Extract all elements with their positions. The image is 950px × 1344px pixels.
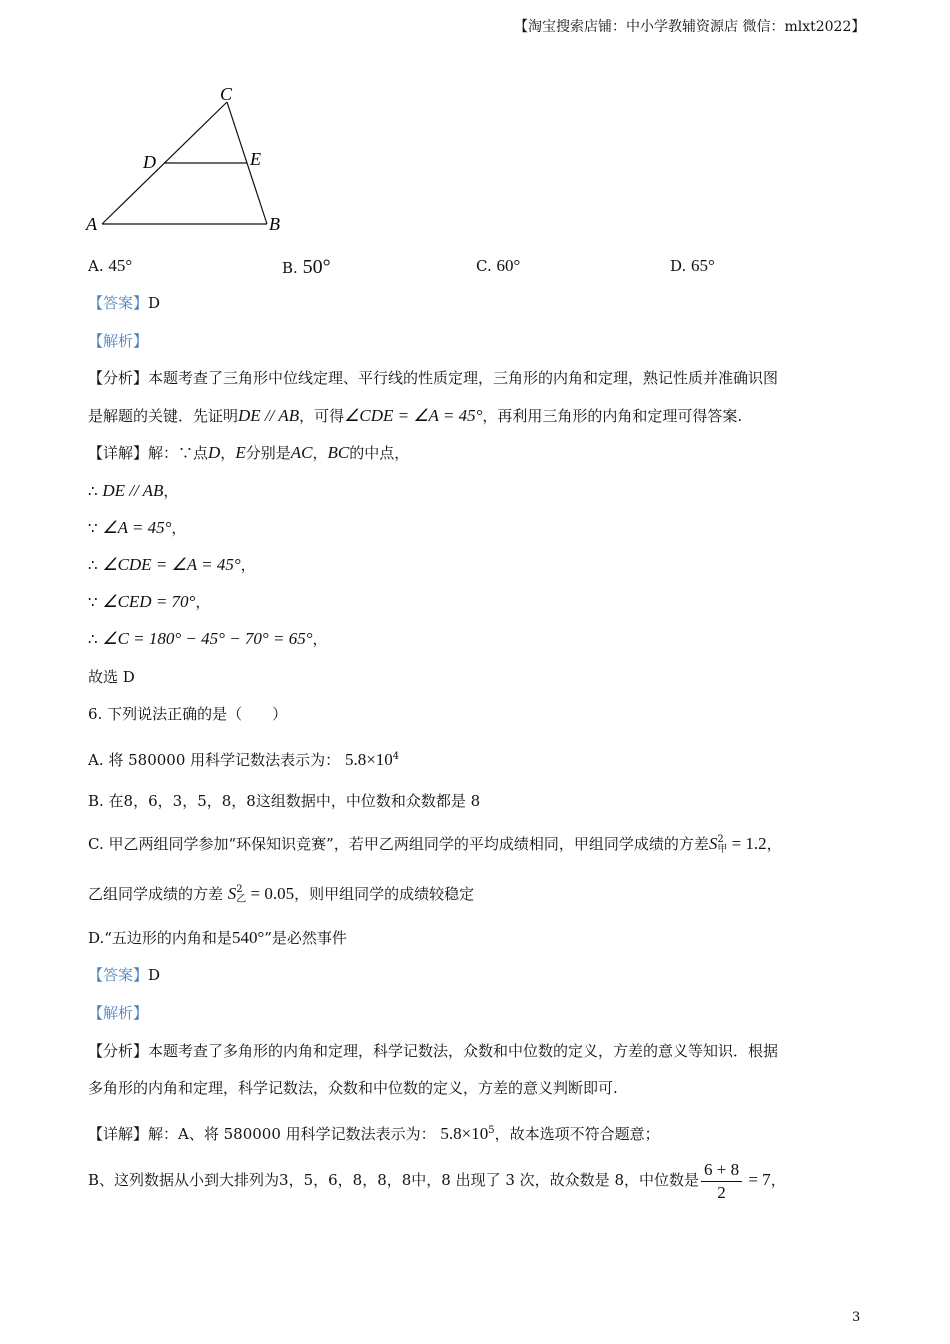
page-header: 【淘宝搜索店铺：中小学教辅资源店 微信：mlxt2022】	[514, 19, 866, 35]
label-b: B	[269, 214, 280, 234]
q6-detail-b: B、这列数据从小到大排列为3，5，6，8，8，8中，8 出现了 3 次，故众数是 8，中位数是 $\frac{6 + 8}{2}$ = 7，	[88, 1159, 786, 1202]
option-c: C. 60°	[476, 256, 521, 275]
q6-stem: 6. 下列说法正确的是（ ）	[88, 705, 288, 723]
q6-analysis-line1: 【分析】本题考查了多角形的内角和定理，科学记数法，众数和中位数的定义，方差的意义等知识．根据	[88, 1042, 779, 1060]
q6-option-d: D.“五边形的内角和是540°”是必然事件	[88, 928, 347, 947]
q6-option-b: B. 在8，6，3，5，8，8这组数据中，中位数和众数都是 8	[88, 792, 481, 810]
q5-step-5: ∴ ∠C = 180° − 45° − 70° = 65°，	[88, 629, 328, 648]
option-a: A. 45°	[88, 256, 133, 275]
q5-step-4: ∵ ∠CED = 70°，	[88, 592, 211, 611]
q5-step-1: ∴ DE // AB，	[88, 481, 179, 500]
option-b: B. 50°	[282, 256, 331, 278]
label-c: C	[220, 84, 233, 104]
triangle-figure	[80, 80, 290, 240]
q6-jiexi-tag: 【解析】	[88, 1004, 149, 1022]
q6-answer: 【答案】D	[88, 966, 161, 984]
q6-option-c-line2: 乙组同学成绩的方差 S 2 乙 = 0.05，则甲组同学的成绩较稳定	[88, 884, 475, 905]
q6-option-c-line1: C. 甲乙两组同学参加“环保知识竞赛”，若甲乙两组同学的平均成绩相同，甲组同学成绩的方差S 2 甲 = 1.2，	[88, 834, 782, 855]
page-number: 3	[852, 1310, 861, 1325]
q5-conclusion: 故选 D	[88, 668, 135, 686]
q5-analysis-line1: 【分析】本题考查了三角形中位线定理、平行线的性质定理，三角形的内角和定理，熟记性质并准确识图	[88, 369, 779, 387]
label-a: A	[86, 214, 97, 234]
q5-jiexi-tag: 【解析】	[88, 332, 149, 350]
median-fraction: $\frac{6 + 8}{2}$	[701, 1159, 742, 1204]
q6-detail: 【详解】解：A、将 580000 用科学记数法表示为： $5.8\times 10^5$，故本选项不符合题意；	[88, 1124, 660, 1143]
q6-option-a: A. 将 580000 用科学记数法表示为： $5.8\times 10^4$	[88, 750, 400, 769]
q5-detail: 【详解】解：∵点D，E分别是AC，BC的中点，	[88, 443, 410, 462]
q5-step-3: ∴ ∠CDE = ∠A = 45°，	[88, 555, 256, 574]
q5-step-2: ∵ ∠A = 45°，	[88, 518, 187, 537]
option-d: D. 65°	[670, 256, 715, 275]
label-d: D	[143, 152, 156, 172]
q5-answer: 【答案】D	[88, 294, 161, 312]
label-e: E	[250, 149, 261, 169]
q6-analysis-line2: 多角形的内角和定理，科学记数法，众数和中位数的定义，方差的意义判断即可.	[88, 1079, 618, 1097]
q5-analysis-line2: 是解题的关键．先证明DE // AB，可得∠CDE = ∠A = 45°，再利用三角形的内角和定理可得答案.	[88, 406, 743, 425]
